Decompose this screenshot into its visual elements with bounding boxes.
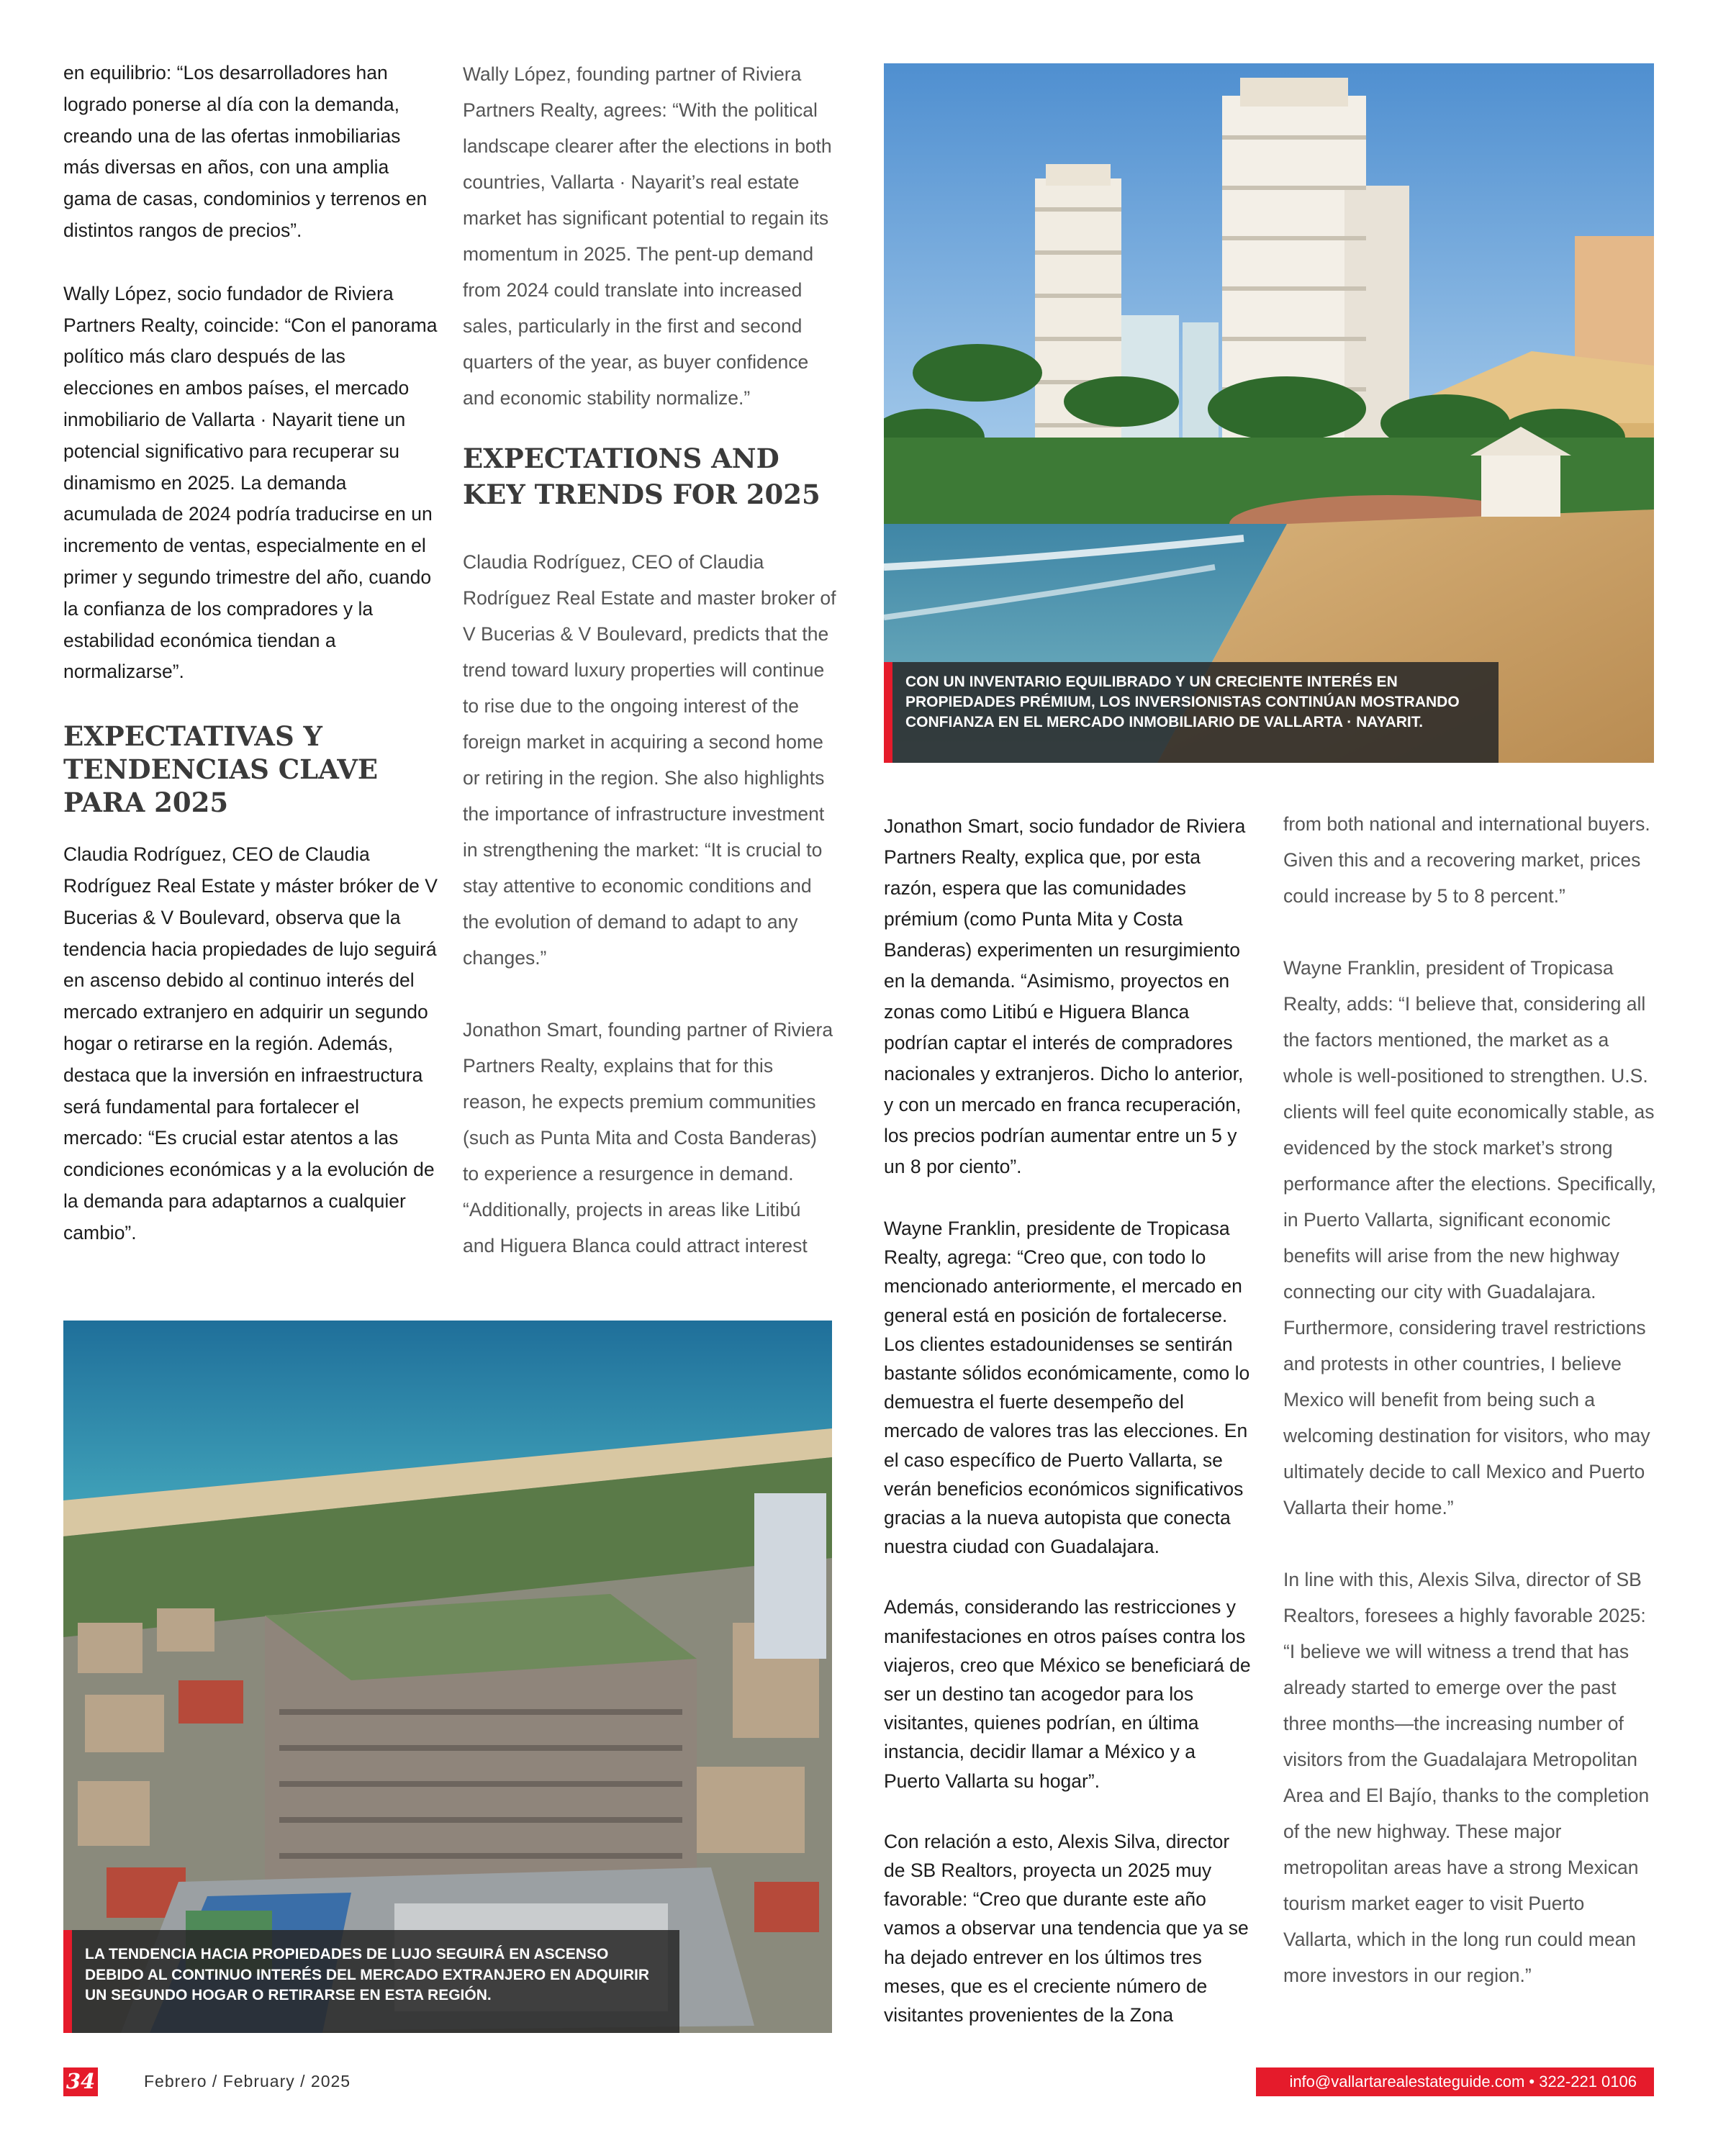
beach-towers-photo	[884, 63, 1654, 763]
aerial-building-photo	[63, 1321, 832, 2033]
paragraph: Wally López, founding partner of Riviera Partners Realty, agrees: “With the political landscape clearer after the elections in both countries, Vallarta · Nayarit’s real estate market has significant potential to regain its momentum in 2025. The pent-up demand from 2024 could translate into increased sales, particularly in the first and second quarters of the year, as buyer confidence and economic stability normalize.”	[463, 63, 832, 409]
page-number: 34	[65, 2069, 96, 2093]
paragraph: Jonathon Smart, socio fundador de Riviera Partners Realty, explica que, por esta razón, espera que las comunidades prémium (como Punta Mita y Costa Banderas) experimenten un resurgimiento en la demanda. “Asimismo, proyectos en zonas como Litibú e Higuera Blanca podrían captar el interés de compradores nacionales y extranjeros. Dicho lo anterior, y con un mercado en franca recuperación, los precios podrían aumentar entre un 5 y un 8 por ciento”.	[884, 815, 1246, 1177]
paragraph: In line with this, Alexis Silva, director of SB Realtors, foresees a highly favorable 2025: “I believe we will witness a trend that has already started to emerge over the past three months—the increasing number of visitors from the Guadalajara Metropolitan Area and El Bajío, thanks to the completion of the new highway. These major metropolitan areas have a strong Mexican tourism market eager to visit Puerto Vallarta, which in the long run could mean more investors in our region.”	[1283, 1569, 1650, 1986]
column-1-spanish	[63, 58, 438, 1281]
paragraph: Wayne Franklin, presidente de Tropicasa Realty, agrega: “Creo que, con todo lo mencionado anteriormente, el mercado en general está en posición de fortalecerse. Los clientes estadounidenses se sentirán bastante sólidos económicamente, como lo demuestra el fuerte desempeño del mercado de valores tras las elecciones. En el caso específico de Puerto Vallarta, se verán beneficios económicos significativos gracias a la nueva autopista que conecta nuestra ciudad con Guadalajara.	[884, 1218, 1250, 1558]
caption-text: CON UN INVENTARIO EQUILIBRADO Y UN CRECIENTE INTERÉS EN PROPIEDADES PRÉMIUM, LOS INVERSIONISTAS CONTINÚAN MOSTRANDO CONFIANZA EN EL MERCADO INMOBILIARIO DE VALLARTA · NAYARIT.	[905, 674, 1460, 730]
column-4-english	[1283, 806, 1658, 2029]
caption-text: LA TENDENCIA HACIA PROPIEDADES DE LUJO SEGUIRÁ EN ASCENSO DEBIDO AL CONTINUO INTERÉS DEL MERCADO EXTRANJERO EN ADQUIRIR UN SEGUNDO HOGAR O RETIRARSE EN ESTA REGIÓN.	[85, 1946, 650, 2003]
page-number-badge	[63, 2067, 98, 2096]
contact-info[interactable]: info@vallartarealestateguide.com • 322-221 0106	[1289, 2073, 1637, 2091]
issue-date: Febrero / February / 2025	[144, 2072, 351, 2091]
beach-scene-illustration	[884, 63, 1654, 763]
page-footer	[0, 2067, 1713, 2096]
paragraph: Jonathon Smart, founding partner of Riviera Partners Realty, explains that for this reason, he expects premium communities (such as Punta Mita and Costa Banderas) to experience a resurgence in demand. “Additionally, projects in areas like Litibú and Higuera Blanca could attract interest	[463, 1019, 833, 1256]
paragraph: from both national and international buyers. Given this and a recovering market, prices could increase by 5 to 8 percent.”	[1283, 813, 1650, 907]
contact-bar	[1256, 2067, 1654, 2096]
paragraph: Claudia Rodríguez, CEO de Claudia Rodríguez Real Estate y máster bróker de V Bucerias & V Boulevard, observa que la tendencia hacia propiedades de lujo seguirá en ascenso debido al continuo interés del mercado extranjero en adquirir un segundo hogar o retirarse en la región. Además, destaca que la inversión en infraestructura será fundamental para fortalecer el mercado: “Es crucial estar atentos a las condiciones económicas y a la evolución de la demanda para adaptarnos a cualquier cambio”.	[63, 843, 438, 1244]
paragraph: Además, considerando las restricciones y manifestaciones en otros países contra los viajeros, creo que México se beneficiará de ser un destino tan acogedor para los visitantes, quienes podrían, en última instancia, decidir llamar a México y a Puerto Vallarta su hogar”.	[884, 1596, 1251, 1792]
paragraph: Wally López, socio fundador de Riviera Partners Realty, coincide: “Con el panorama político más claro después de las elecciones en ambos países, el mercado inmobiliario de Vallarta · Nayarit tiene un potencial significativo para recuperar su dinamismo en 2025. La demanda acumulada de 2024 podría traducirse en un incremento de ventas, especialmente en el primer y segundo trimestre del año, cuando la confianza de los compradores y la estabilidad económica tiendan a normalizarse”.	[63, 282, 438, 683]
aerial-scene-illustration	[63, 1321, 832, 2033]
paragraph: Claudia Rodríguez, CEO of Claudia Rodríguez Real Estate and master broker of V Bucerias & V Boulevard, predicts that the trend toward luxury properties will continue to rise due to the ongoing interest of the foreign market in acquiring a second home or retiring in the region. She also highlights the importance of infrastructure investment in strengthening the market: “It is crucial to stay attentive to economic conditions and the evolution of demand to adapt to any changes.”	[463, 551, 836, 969]
beach-photo-caption	[884, 662, 1499, 763]
paragraph: en equilibrio: “Los desarrolladores han logrado ponerse al día con la demanda, creando una de las ofertas inmobiliarias más diversas en años, con una amplia gama de casas, condominios y terrenos en distintos rangos de precios”.	[63, 62, 428, 241]
aerial-photo-caption	[63, 1930, 679, 2033]
section-heading: EXPECTATIVAS Y TENDENCIAS CLAVE PARA 2025	[63, 720, 379, 819]
section-heading: EXPECTATIONS AND KEY TRENDS FOR 2025	[463, 443, 821, 510]
column-2-english	[463, 56, 837, 1300]
column-3-spanish	[884, 811, 1251, 2061]
paragraph: Con relación a esto, Alexis Silva, director de SB Realtors, proyecta un 2025 muy favorable: “Creo que durante este año vamos a observar una tendencia que ya se ha dejado entrever en los últimos tres meses, que es el creciente número de visitantes provenientes de la Zona	[884, 1830, 1249, 2026]
paragraph: Wayne Franklin, president of Tropicasa Realty, adds: “I believe that, considering all the factors mentioned, the market as a whole is well-positioned to strengthen. U.S. clients will feel quite economically stable, as evidenced by the stock market’s strong performance after the elections. Specifically, in Puerto Vallarta, significant economic benefits will arise from the new highway connecting our city with Guadalajara. Furthermore, considering travel restrictions and protests in other countries, I believe Mexico will benefit from being such a welcoming destination for visitors, who may ultimately decide to call Mexico and Puerto Vallarta their home.”	[1283, 957, 1656, 1518]
